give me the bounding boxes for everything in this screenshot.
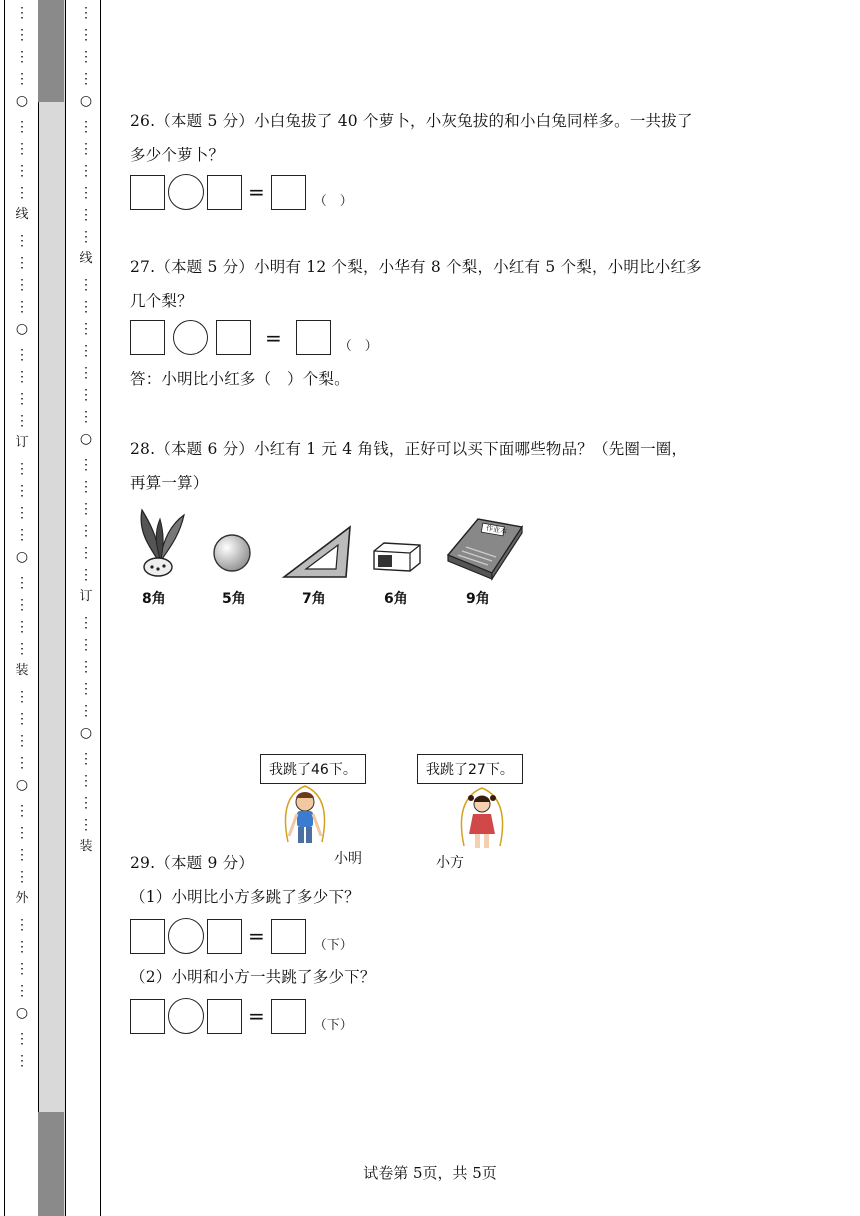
plant-icon[interactable] — [130, 505, 190, 585]
seal-dots: ⋮ — [15, 733, 29, 749]
seal-dots: ⋮ — [79, 615, 93, 631]
seal-dots: ⋮ — [15, 917, 29, 933]
operator-circle[interactable] — [168, 174, 204, 210]
answer-box[interactable] — [216, 320, 251, 355]
seal-dots: ⋮ — [79, 321, 93, 337]
ruler-price: 7角 — [302, 591, 326, 607]
q29-equation-2 — [130, 998, 353, 1034]
seal-dots: ⋮ — [15, 983, 29, 999]
xiaofang-figure — [458, 784, 506, 856]
seal-dots: ⋮ — [79, 703, 93, 719]
operator-circle[interactable] — [168, 998, 204, 1034]
xiaoming-speech-bubble: 我跳了46下。 — [260, 754, 366, 784]
seal-dots: ⋮ — [79, 387, 93, 403]
seal-dots: ⋮ — [15, 869, 29, 885]
unit-label: （下） — [313, 1017, 353, 1033]
seal-dots: ⋮ — [79, 71, 93, 87]
seal-dots: ⋮ — [79, 277, 93, 293]
answer-box[interactable] — [296, 320, 331, 355]
seal-dots: ⋮ — [79, 409, 93, 425]
answer-box[interactable] — [271, 919, 306, 954]
seal-dots: ⋮ — [15, 597, 29, 613]
seal-circle: ○ — [15, 93, 29, 109]
equals-sign: = — [265, 325, 282, 350]
triangle-ruler-icon[interactable] — [280, 523, 356, 581]
answer-box[interactable] — [271, 999, 306, 1034]
q29-title: 29.（本题 9 分） — [130, 854, 255, 872]
seal-dots: ⋮ — [79, 365, 93, 381]
answer-box[interactable] — [207, 999, 242, 1034]
plant-price: 8角 — [142, 591, 166, 607]
q27-line2: 几个梨？ — [130, 292, 193, 310]
seal-dots: ⋮ — [15, 233, 29, 249]
seal-dots: ⋮ — [79, 229, 93, 245]
answer-box[interactable] — [207, 919, 242, 954]
seal-dots: ⋮ — [79, 343, 93, 359]
q26-line1: 26.（本题 5 分）小白兔拔了 40 个萝卜，小灰兔拔的和小白兔同样多。一共拔了 — [130, 112, 693, 130]
seal-dots: ⋮ — [79, 501, 93, 517]
q28-line2: 再算一算） — [130, 474, 209, 492]
margin-gray-band — [38, 0, 66, 1216]
seal-label: 线 — [79, 251, 93, 266]
q28-text — [130, 432, 687, 500]
unit-blank[interactable]: （ ） — [313, 193, 353, 209]
binding-margin — [0, 0, 104, 1216]
seal-dots: ⋮ — [79, 817, 93, 833]
seal-dots: ⋮ — [79, 49, 93, 65]
seal-dots: ⋮ — [15, 49, 29, 65]
seal-dots: ⋮ — [79, 659, 93, 675]
seal-label: 订 — [79, 589, 93, 604]
inner-seal-column — [78, 6, 94, 866]
q27-equation — [130, 320, 378, 355]
notebook-cover-label: 作业本 — [485, 524, 508, 536]
q28-line1: 28.（本题 6 分）小红有 1 元 4 角钱，正好可以买下面哪些物品？（先圈一圈， — [130, 440, 688, 458]
seal-dots: ⋮ — [15, 939, 29, 955]
margin-dark-block-top — [38, 0, 64, 102]
equals-sign: = — [248, 180, 265, 204]
seal-dots: ⋮ — [15, 185, 29, 201]
seal-label: 订 — [15, 435, 29, 450]
equals-sign: = — [248, 1004, 265, 1028]
eraser-price: 6角 — [384, 591, 408, 607]
seal-label: 线 — [15, 207, 29, 222]
seal-label: 装 — [15, 663, 29, 678]
seal-dots: ⋮ — [79, 479, 93, 495]
seal-dots: ⋮ — [15, 1053, 29, 1069]
seal-dots: ⋮ — [15, 1031, 29, 1047]
seal-label: 装 — [79, 839, 93, 854]
q27-text — [130, 250, 702, 318]
seal-dots: ⋮ — [79, 773, 93, 789]
seal-dots: ⋮ — [79, 567, 93, 583]
seal-dots: ⋮ — [15, 641, 29, 657]
answer-box[interactable] — [130, 320, 165, 355]
seal-dots: ⋮ — [15, 505, 29, 521]
ball-price: 5角 — [222, 591, 246, 607]
xiaofang-speech-bubble: 我跳了27下。 — [417, 754, 523, 784]
seal-dots: ⋮ — [15, 369, 29, 385]
xiaoming-name: 小明 — [334, 851, 362, 867]
seal-dots: ⋮ — [15, 119, 29, 135]
seal-dots: ⋮ — [79, 751, 93, 767]
q29-equation-1 — [130, 918, 353, 954]
seal-circle: ○ — [79, 93, 93, 109]
q29-sub2: （2）小明和小方一共跳了多少下？ — [130, 968, 376, 986]
seal-dots: ⋮ — [15, 413, 29, 429]
q26-line2: 多少个萝卜？ — [130, 146, 225, 164]
seal-dots: ⋮ — [15, 619, 29, 635]
xiaofang-name: 小方 — [436, 855, 464, 871]
seal-dots: ⋮ — [79, 207, 93, 223]
seal-dots: ⋮ — [15, 847, 29, 863]
page-footer: 试卷第 5页，共 5页 — [363, 1164, 497, 1182]
seal-label: 外 — [15, 891, 29, 906]
seal-dots: ⋮ — [79, 5, 93, 21]
seal-dots: ⋮ — [79, 27, 93, 43]
notebook-icon[interactable] — [444, 515, 526, 581]
seal-dots: ⋮ — [79, 457, 93, 473]
seal-dots: ⋮ — [15, 711, 29, 727]
seal-dots: ⋮ — [15, 961, 29, 977]
seal-dots: ⋮ — [79, 637, 93, 653]
seal-dots: ⋮ — [15, 483, 29, 499]
seal-circle: ○ — [15, 321, 29, 337]
seal-dots: ⋮ — [15, 71, 29, 87]
q27-answer-line: 答：小明比小红多（ ）个梨。 — [130, 370, 350, 388]
margin-outer-line — [4, 0, 5, 1216]
seal-dots: ⋮ — [79, 299, 93, 315]
seal-dots: ⋮ — [79, 163, 93, 179]
unit-blank[interactable]: （ ） — [338, 339, 378, 354]
margin-inner-line — [100, 0, 101, 1216]
seal-dots: ⋮ — [15, 755, 29, 771]
notebook-price: 9角 — [466, 591, 490, 607]
seal-circle: ○ — [15, 1005, 29, 1021]
answer-box[interactable] — [271, 175, 306, 210]
operator-circle[interactable] — [168, 918, 204, 954]
seal-dots: ⋮ — [79, 119, 93, 135]
seal-dots: ⋮ — [79, 141, 93, 157]
seal-dots: ⋮ — [79, 795, 93, 811]
seal-dots: ⋮ — [15, 347, 29, 363]
seal-dots: ⋮ — [15, 27, 29, 43]
answer-box[interactable] — [130, 999, 165, 1034]
q26-text — [130, 104, 693, 172]
seal-circle: ○ — [15, 777, 29, 793]
seal-dots: ⋮ — [79, 545, 93, 561]
xiaoming-figure — [280, 784, 330, 854]
seal-dots: ⋮ — [15, 299, 29, 315]
equals-sign: = — [248, 924, 265, 948]
seal-dots: ⋮ — [15, 141, 29, 157]
seal-dots: ⋮ — [15, 391, 29, 407]
q27-line1: 27.（本题 5 分）小明有 12 个梨，小华有 8 个梨，小红有 5 个梨，小明比小红多 — [130, 258, 702, 276]
q29-sub1: （1）小明比小方多跳了多少下？ — [130, 888, 360, 906]
answer-box[interactable] — [130, 175, 165, 210]
q28-items — [130, 505, 550, 615]
seal-dots: ⋮ — [79, 523, 93, 539]
seal-dots: ⋮ — [15, 825, 29, 841]
unit-label: （下） — [313, 937, 353, 953]
seal-dots: ⋮ — [15, 277, 29, 293]
eraser-icon[interactable] — [370, 539, 424, 573]
seal-dots: ⋮ — [15, 689, 29, 705]
q26-equation — [130, 174, 353, 210]
seal-circle: ○ — [79, 725, 93, 741]
outer-seal-column — [14, 6, 30, 1076]
seal-dots: ⋮ — [15, 255, 29, 271]
answer-box[interactable] — [207, 175, 242, 210]
seal-dots: ⋮ — [15, 461, 29, 477]
answer-box[interactable] — [130, 919, 165, 954]
seal-dots: ⋮ — [79, 681, 93, 697]
seal-dots: ⋮ — [15, 5, 29, 21]
seal-dots: ⋮ — [79, 185, 93, 201]
seal-dots: ⋮ — [15, 803, 29, 819]
seal-dots: ⋮ — [15, 527, 29, 543]
operator-circle[interactable] — [173, 320, 208, 355]
seal-dots: ⋮ — [15, 163, 29, 179]
seal-dots: ⋮ — [15, 575, 29, 591]
seal-circle: ○ — [15, 549, 29, 565]
ball-icon[interactable] — [212, 533, 252, 573]
seal-circle: ○ — [79, 431, 93, 447]
